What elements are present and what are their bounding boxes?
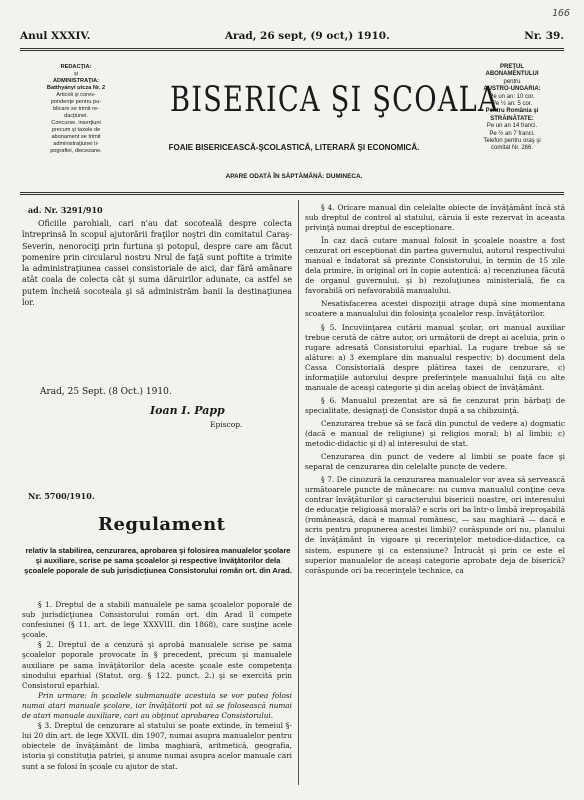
place-date: Arad, 25 Sept. (8 Oct.) 1910.	[40, 387, 172, 397]
regulation-paragraph: § 2. Dreptul de a cenzură şi aprobă manualele scrise pe sama şcoalelor poporale provocate în § precedent, precum şi manualele auxiliare pe sama învăţătorilor dela aceste şcoale este competenţa sinodului eparhial (Statut. org. § 122. punct. 2.) şi se exercită prin Consistorul eparhial.	[22, 640, 292, 690]
masthead-rule	[20, 192, 564, 193]
subscription-line: Pe un an 14 franci.	[486, 123, 538, 130]
regulation-paragraph: § 3. Dreptul de cenzurare al statului se poate extinde, în temeiul §-lui 20 din art. de lege XXVII. din 1907, numai asupra manualelor pentru obiectele de învăţământ de limba maghiară, aritmetică, geografia, istoria şi constituţia patriei, şi anume numai asupra acelor manuale cari sunt a se folosi în şcoale cu ajutor de stat.	[22, 721, 292, 771]
regulation-paragraph: § 1. Dreptul de a stabili manualele pe sama şcoalelor poporale de sub jurisdicţiunea Consistorului român ort. din Arad îl compete confesiunei (§ 11. art. de lege XXXVIII. din 1868), care susţine acele şcoale.	[22, 600, 292, 640]
dateline: Arad, 26 sept, (9 oct,) 1910.	[224, 30, 390, 42]
signature: Ioan I. Papp	[150, 404, 225, 417]
editorial-line: Concurse, inserţiuni	[51, 120, 101, 126]
subscription-line: Pe ½ an 7 franci.	[489, 130, 535, 137]
header-rule-2	[20, 50, 564, 51]
subscription-line: Pentru România şi	[485, 108, 539, 115]
editorial-info-box	[22, 64, 130, 155]
notice-text	[22, 218, 292, 308]
right-column	[305, 203, 565, 576]
editorial-line: abonament se trimit	[51, 134, 101, 140]
masthead-rule-2	[20, 194, 564, 195]
regulation-subtitle: relativ la stabilirea, cenzurarea, aprobarea şi folosirea manualelor şcolare şi auxiliare, scrise pe sama şcoalelor şi respective învăţătorilor dela şcoalele poporale de sub jurisdicţiunea Consistorului român ort. din Arad.	[24, 546, 292, 576]
editorial-line: şi	[73, 71, 79, 77]
section-paragraph: Nesatisfacerea acestei dispoziţii atrage după sine momentana scoatere a manualului din folosinţa şcoalelor resp. învăţătorilor.	[305, 299, 565, 319]
header-line	[20, 30, 564, 42]
year-label: Anul XXXIV.	[20, 30, 91, 42]
issue-number: Nr. 39.	[524, 30, 564, 42]
subscription-line: pentru	[503, 78, 521, 85]
regulation-number: Nr. 5700/1910.	[28, 491, 95, 501]
editorial-line: REDACŢIA:	[60, 64, 92, 70]
subscription-line: Telefon pentru oraş şi	[483, 138, 541, 145]
masthead-title: BISERICA ŞI ŞCOALA	[169, 80, 499, 120]
subscription-line: ABONAMENTULUI	[485, 71, 539, 78]
regulation-paragraph: Prin urmare: în şcoalele submanuate acestuia se vor putea folosi numai atari manuale şcolare, iar învăţătorii pot să se folosească numai de atari manuale auxiliare, cari au obţinut aprobarea Consistorului.	[22, 690, 292, 721]
section-paragraph: În caz dacă cutare manual folosit în şcoalele noastre a fost cenzurat ori esceptionat din partea guvernului, autorul respectivului manual e îndatorat să prezinte Consistorului, în termin de 15 zile dela primire, în original ori în copie autentică: a) recenziunea făcută de organul guvernului, şi b) rezoluţiunea ministerială, fie ca favorabilă ori nefavorabilă manualului.	[305, 236, 565, 296]
header-rule	[20, 48, 564, 49]
section-paragraph: § 6. Manualul prezentat are să fie cenzurat prin bărbaţi de specialitate, designaţi de Consistor după a sa chibzuinţă.	[305, 395, 565, 415]
regulation-body	[22, 600, 292, 772]
editorial-line: pografiei, diecezane.	[50, 148, 102, 154]
section-paragraph: § 4. Oricare manual din celelalte obiecte de învăţământ încă stă sub dreptul de control al statului, căruia îi este rezervat în aceasta privinţă numai dreptul de esceptionare.	[305, 203, 565, 233]
editorial-line: administraţiunei ti-	[53, 141, 99, 147]
signature-title: Episcop.	[210, 420, 243, 429]
subscription-line: Pe un an: 10 cor.	[489, 93, 535, 100]
section-paragraph: § 5. Incuviinţarea cutării manual şcolar, ori manual auxiliar trebue cerută de către autor, ori următorii de drept ai aceluia, prin o rugare adresată Consistorului eparhial. La rugare trebue să se alăture: a) 3 exemplare din manualul respectiv; b) document dela Cassa Consistorială despre plătirea taxei de cenzurare, c) informaţiile autorului despre preferinţele manualului faţă cu alte manuale de aceaşi categorie şi din acelaş obiect de învăţământ.	[305, 322, 565, 392]
subscription-info-box	[458, 64, 566, 153]
subscription-line: comitat Nr. 266.	[490, 145, 534, 152]
subscription-line: PREŢUL	[500, 64, 524, 70]
column-divider	[298, 200, 299, 785]
section-paragraph: Cenzurarea din punct de vedere al limbii se poate face şi separat de cenzurarea din celelalte puncte de vedere.	[305, 452, 565, 472]
notice-number: ad. Nr. 3291/910	[28, 205, 103, 215]
editorial-line: dacţiunei.	[64, 113, 88, 119]
editorial-line: ADMINISTRAŢIA:	[53, 78, 99, 84]
subscription-line: STRĂINĂTATE:	[490, 115, 534, 122]
masthead-subtitle: FOAIE BISERICEASCĂ-ŞCOLASTICĂ, LITERARĂ ŞI ECONOMICĂ.	[168, 143, 420, 152]
editorial-line: pondenţe pentru pu-	[50, 99, 102, 105]
subscription-line: AUSTRO-UNGARIA:	[483, 86, 541, 93]
section-paragraph: Cenzurarea trebue să se facă din punctul de vedere a) dogmatic (dacă e manual de religiune) şi religios moral; b) al limbii; c) metodic-didactic şi d) al interesului de stat.	[305, 418, 565, 449]
regulation-title: Regulament	[98, 514, 226, 535]
section-paragraph: § 7. De cinozură la cenzurarea manualelor vor avea să servească următoarele puncte de mânecare: nu cumva manualul conţine ceva contrar învăţăturilor şi caracterului bisericii noastre, ori interesului de educaţie religioasă morală? e scris ori ba într-o limbă ireproşabilă (românească, dacă e manual românesc, — sau maghiară — dacă e scris pentru propunerea acestei limbi)? corăspunde ori nu, planului de învăţământ în vigoare şi recerinţelor metodice-didactice, ca sistem, espunere şi ca estensiune? Întrucât şi prin ce este el superior manualelor de aceaşi categorie aprobate deja de biserică? corăspunde ori ba recerinţele technice, ca	[305, 475, 565, 575]
editorial-line: Articoli şi cores-	[56, 92, 96, 98]
page-number: 166	[551, 8, 570, 19]
subscription-line: Pe ½ an: 5 cor.	[491, 101, 533, 108]
editorial-line: blicare se trimit re-	[52, 106, 99, 112]
editorial-line: Batthyányi utcza Nr. 2	[46, 85, 106, 91]
notice-paragraph: Oficiile parohiali, cari n'au dat socoteală despre colecta întreprinsă în scopul ajutorării fraţilor noştri din comitatul Caraş-Severin, nenorociţi prin furtuna şi potopul, despre care am făcut pomenire prin circularul nostru Nrul de faţă sunt poftite a trimite la administraţiunea cassei consistoriale de aici, dar fără amânare atât coala de colecta cât şi suma dăruirilor adunate, ca astfel se putem încheiă socoteala şi să administrăm banii la destinaţiunea lor.	[22, 219, 292, 308]
publication-frequency: APARE ODATĂ ÎN SĂPTĂMÂNĂ: DUMINECA.	[225, 173, 363, 180]
editorial-line: precum şi taxele de	[51, 127, 101, 133]
